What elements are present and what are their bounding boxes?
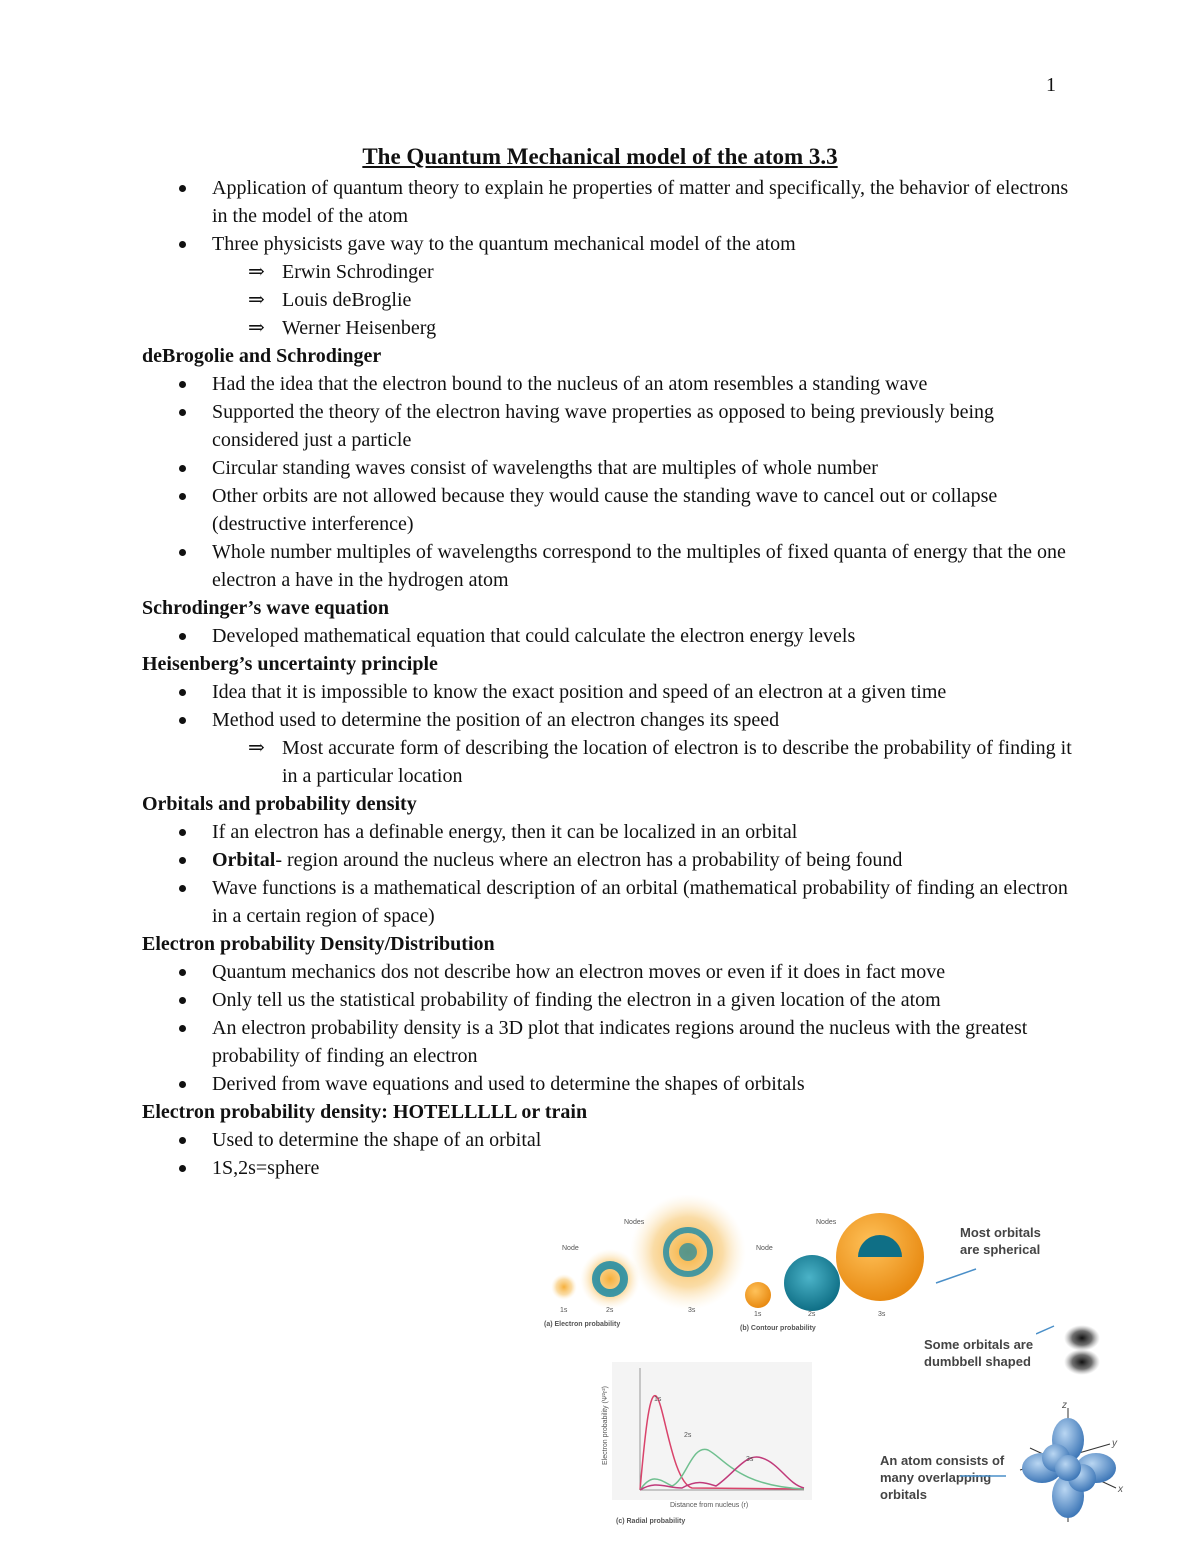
- figure-caption: (b) Contour probability: [740, 1325, 816, 1332]
- page-title: The Quantum Mechanical model of the atom 3.3: [362, 144, 838, 169]
- section-heading: Schrodinger’s wave equation: [142, 597, 390, 619]
- pointer-arrow-icon: [960, 1470, 1010, 1482]
- list-item: Developed mathematical equation that could calculate the electron energy levels: [142, 622, 1072, 650]
- section-heading: Electron probability Density/Distribution: [142, 933, 495, 955]
- dumbbell-note: Some orbitals are dumbbell shaped: [924, 1337, 1034, 1369]
- section-list: [142, 818, 1072, 930]
- list-item: Circular standing waves consist of wavelengths that are multiples of whole number: [142, 454, 1072, 482]
- overlapping-orbitals-figure: [1010, 1400, 1130, 1530]
- list-item: If an electron has a definable energy, then it can be localized in an orbital: [142, 818, 1072, 846]
- definition: - region around the nucleus where an electron has a probability of being found: [275, 849, 903, 871]
- list-item: Other orbits are not allowed because they would cause the standing wave to cancel out or collapse (destructive interference): [142, 482, 1072, 538]
- list-item: Had the idea that the electron bound to the nucleus of an atom resembles a standing wave: [142, 370, 1072, 398]
- axis-label: Electron probability (Ψ²r²): [601, 1386, 609, 1465]
- orbital-label: 1s: [754, 1311, 762, 1318]
- section-heading: Electron probability density: HOTELLLLL or train: [142, 1101, 588, 1123]
- series-label: 3s: [746, 1456, 754, 1463]
- section-heading: deBrogolie and Schrodinger: [142, 345, 382, 367]
- list-item: An electron probability density is a 3D plot that indicates regions around the nucleus with the greatest probability of finding an electron: [142, 1014, 1072, 1070]
- list-item: Wave functions is a mathematical description of an orbital (mathematical probability of finding an electron in a certain region of space): [142, 874, 1072, 930]
- section-list: [142, 958, 1072, 1098]
- series-label: 2s: [684, 1432, 692, 1439]
- node-label: Node: [562, 1245, 579, 1252]
- overlap-note: An atom consists of many overlapping orbitals: [880, 1453, 1005, 1502]
- nodes-label: Nodes: [624, 1219, 645, 1226]
- dumbbell-orbital-illustration: [1052, 1316, 1112, 1386]
- section-list: [142, 678, 1072, 790]
- section-list: [142, 1126, 1072, 1182]
- list-item: Used to determine the shape of an orbital: [142, 1126, 1072, 1154]
- section-list: [142, 370, 1072, 594]
- axis-label: y: [1112, 1438, 1117, 1449]
- arrow-icon: ⇒: [248, 289, 265, 311]
- list-item: Method used to determine the position of an electron changes its speed: [142, 706, 1072, 734]
- node-label: Node: [756, 1245, 773, 1252]
- sub-list-item: ⇒ Louis deBroglie: [142, 286, 1072, 314]
- series-label: 1s: [654, 1396, 662, 1403]
- list-item: Derived from wave equations and used to determine the shapes of orbitals: [142, 1070, 1072, 1098]
- page-number: 1: [1046, 74, 1056, 96]
- sub-list-item: ⇒ Erwin Schrodinger: [142, 258, 1072, 286]
- list-item: [142, 846, 1072, 874]
- figure-caption: (c) Radial probability: [616, 1518, 686, 1525]
- list-item: Quantum mechanics dos not describe how an electron moves or even if it does in fact move: [142, 958, 1072, 986]
- list-item: Whole number multiples of wavelengths correspond to the multiples of fixed quanta of energy that the one electron a have in the hydrogen atom: [142, 538, 1072, 594]
- orbital-label: 2s: [808, 1311, 816, 1318]
- list-item: Only tell us the statistical probability of finding the electron in a given location of the atom: [142, 986, 1072, 1014]
- spherical-note: Most orbitals are spherical: [960, 1225, 1041, 1257]
- overlapping-orbitals-illustration: [1010, 1400, 1130, 1530]
- list-item: 1S,2s=sphere: [142, 1154, 1072, 1182]
- orbital-label: 3s: [878, 1311, 886, 1318]
- sub-list-item: ⇒ Werner Heisenberg: [142, 314, 1072, 342]
- list-item: Application of quantum theory to explain he properties of matter and specifically, the behavior of electrons in the model of the atom: [142, 174, 1072, 230]
- orbital-label: 3s: [688, 1307, 696, 1314]
- section-heading: Orbitals and probability density: [142, 793, 417, 815]
- axis-label: x: [1118, 1484, 1123, 1495]
- list-item: Three physicists gave way to the quantum mechanical model of the atom: [142, 230, 1072, 258]
- orbital-label: 2s: [606, 1307, 614, 1314]
- radial-probability-figure: [601, 1362, 812, 1532]
- axis-label: Distance from nucleus (r): [670, 1502, 749, 1509]
- term: Orbital: [212, 849, 276, 871]
- arrow-icon: ⇒: [248, 737, 265, 759]
- section-heading: Heisenberg’s uncertainty principle: [142, 653, 438, 675]
- axis-label: z: [1062, 1400, 1067, 1411]
- section-list: [142, 622, 1072, 650]
- orbital-figure: [540, 1195, 1060, 1345]
- document-body: [142, 174, 1072, 1182]
- intro-list: [142, 174, 1072, 342]
- nodes-label: Nodes: [816, 1219, 837, 1226]
- pointer-arrow-icon: [1036, 1324, 1056, 1336]
- arrow-icon: ⇒: [248, 261, 265, 283]
- sub-list-item: ⇒ Most accurate form of describing the location of electron is to describe the probability of finding it in a particular location: [142, 734, 1072, 790]
- orbital-label: 1s: [560, 1307, 568, 1314]
- figure-caption: (a) Electron probability: [544, 1321, 621, 1328]
- arrow-icon: ⇒: [248, 317, 265, 339]
- radial-probability-plot: [612, 1362, 812, 1522]
- dumbbell-figure: [1052, 1316, 1112, 1386]
- list-item: Supported the theory of the electron having wave properties as opposed to being previously being considered just a particle: [142, 398, 1072, 454]
- list-item: Idea that it is impossible to know the exact position and speed of an electron at a given time: [142, 678, 1072, 706]
